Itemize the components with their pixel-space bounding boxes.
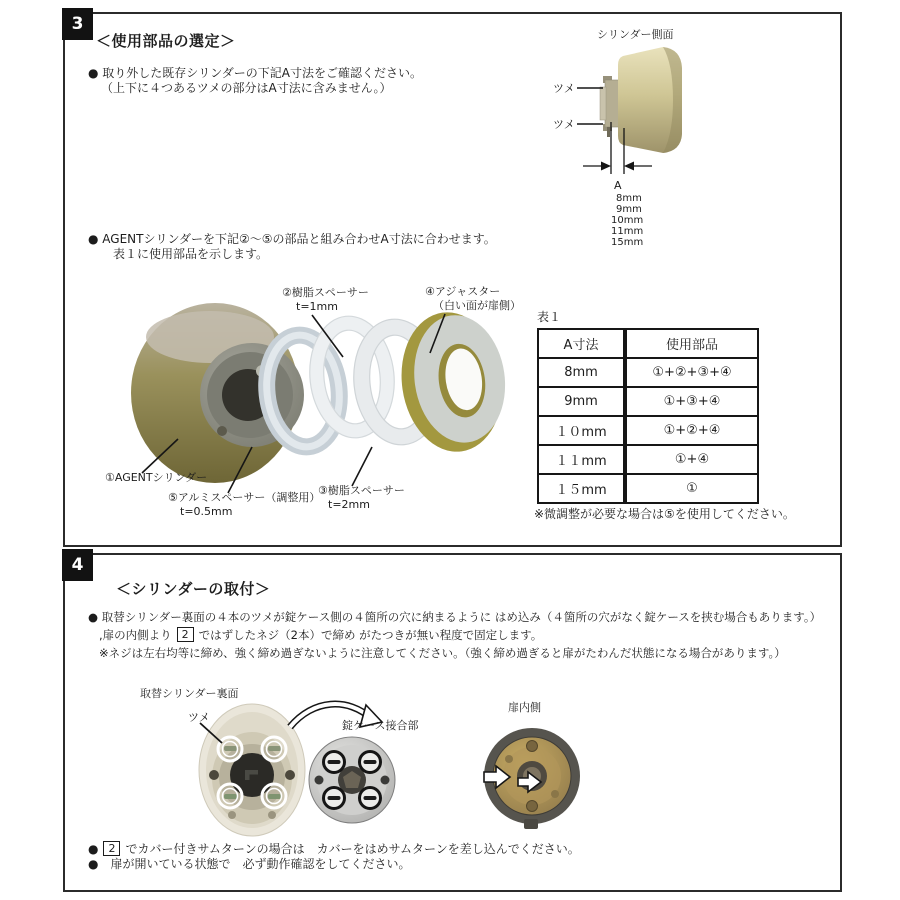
section4-para-line1: ● 取替シリンダー裏面の４本のツメが錠ケース側の４箇所の穴に納まるように はめ込み（４箇所の穴がなく錠ケースを挟む場合もあります。） xyxy=(88,610,822,624)
cell-parts-8mm: ①+②+③+④ xyxy=(625,358,758,387)
cylinder-neck xyxy=(605,80,620,127)
cell-parts-10mm: ①+②+④ xyxy=(625,416,758,445)
col-header-a: A寸法 xyxy=(538,329,625,358)
lock-case-joint-label: 錠ケース接合部 xyxy=(342,719,419,732)
section3-bullet1-line2: （上下に４つあるツメの部分はA寸法に含みません。） xyxy=(101,81,392,95)
section4-heading: ＜シリンダーの取付＞ xyxy=(116,580,271,598)
tab-label: ツメ xyxy=(188,711,210,724)
sideview-title: シリンダー側面 xyxy=(597,28,674,41)
table-row xyxy=(538,416,758,445)
cell-a-9mm: 9mm xyxy=(538,387,625,416)
table1-note: ※微調整が必要な場合は⑤を使用してください。 xyxy=(534,507,795,521)
part3-leader xyxy=(352,447,372,486)
dim-arrow-right-head xyxy=(624,162,634,171)
step2-reference-box: 2 xyxy=(177,627,194,642)
section3-bullet1-line1: ● 取り外した既存シリンダーの下記A寸法をご確認ください。 xyxy=(88,66,423,80)
col-header-parts: 使用部品 xyxy=(625,329,758,358)
para-line2-post: ではずしたネジ（2本）で締め がたつきが無い程度で固定します。 xyxy=(198,628,543,642)
part5-label: ⑤アルミスペーサー（調整用） xyxy=(168,491,321,504)
a-value-2: 10mm xyxy=(611,215,644,226)
cell-parts-9mm: ①+③+④ xyxy=(625,387,758,416)
section4-bullet1 xyxy=(88,841,580,857)
table-header-row xyxy=(538,329,758,358)
section3-heading: ＜使用部品の選定＞ xyxy=(96,32,236,50)
section4-bullet2: ● 扉が開いている状態で 必ず動作確認をしてください。 xyxy=(88,857,411,871)
cylinder-back-label: 取替シリンダー裏面 xyxy=(140,687,239,700)
parts-table xyxy=(537,328,759,504)
a-value-3: 11mm xyxy=(611,226,644,237)
para-line2-pre: ,扉の内側より xyxy=(99,628,172,642)
section3-bullet2-line2: 表１に使用部品を示します。 xyxy=(113,247,269,261)
section4-para-line2 xyxy=(99,626,542,644)
part4-note: （白い面が扉側） xyxy=(433,299,521,312)
tab-label-top: ツメ xyxy=(553,82,575,95)
table-row xyxy=(538,474,758,503)
a-value-4: 15mm xyxy=(611,237,644,248)
exploded-parts-figure xyxy=(100,281,540,529)
dim-arrow-left-head xyxy=(601,162,611,171)
a-value-0: 8mm xyxy=(616,193,642,204)
cylinder-pin xyxy=(607,127,610,137)
section3-number-badge xyxy=(62,8,93,40)
cell-a-11mm: １１mm xyxy=(538,445,625,474)
cylinder-neck-face xyxy=(600,87,606,120)
table1-caption: 表１ xyxy=(537,310,562,324)
installation-photos-figure xyxy=(110,683,630,841)
bullet1-marker: ● xyxy=(88,842,99,856)
section4-number: 4 xyxy=(71,555,84,575)
part4-label: ④アジャスター xyxy=(425,285,501,298)
part2-label: ②樹脂スペーサー xyxy=(282,286,369,299)
cell-parts-11mm: ①+④ xyxy=(625,445,758,474)
cell-a-8mm: 8mm xyxy=(538,358,625,387)
section4-number-badge xyxy=(62,549,93,581)
dim-label: A xyxy=(614,179,622,192)
section3-bullet2-line1: ● AGENTシリンダーを下記②～⑤の部品と組み合わせA寸法に合わせます。 xyxy=(88,232,496,246)
tab-label-bottom: ツメ xyxy=(553,118,575,131)
part3-label: ③樹脂スペーサー xyxy=(318,484,405,497)
cell-parts-15mm: ① xyxy=(625,474,758,503)
table-row xyxy=(538,387,758,416)
table-row xyxy=(538,445,758,474)
lock-case-joint-photo xyxy=(309,737,395,823)
cell-a-15mm: １５mm xyxy=(538,474,625,503)
table-row xyxy=(538,358,758,387)
part1-label: ①AGENTシリンダー xyxy=(105,471,208,484)
a-value-1: 9mm xyxy=(616,204,642,215)
door-inner-label: 扉内側 xyxy=(508,701,541,714)
part2-thickness: t=1mm xyxy=(296,300,338,313)
step2-reference-box-2: 2 xyxy=(103,841,120,856)
bullet1-text: でカバー付きサムターンの場合は カバーをはめサムターンを差し込んでください。 xyxy=(125,842,580,856)
part5-thickness: t=0.5mm xyxy=(180,505,233,518)
cell-a-10mm: １０mm xyxy=(538,416,625,445)
door-inner-side-photo xyxy=(484,728,580,829)
section4-para-line3: ※ネジは左右均等に締め、強く締め過ぎないように注意してください。（強く締め過ぎると扉がたわんだ状態になる場合があります。） xyxy=(99,646,786,660)
part3-thickness: t=2mm xyxy=(328,498,370,511)
cylinder-side-view-figure xyxy=(545,24,740,256)
part1-agent-cylinder-graphic xyxy=(131,303,304,483)
section3-number: 3 xyxy=(71,14,84,34)
